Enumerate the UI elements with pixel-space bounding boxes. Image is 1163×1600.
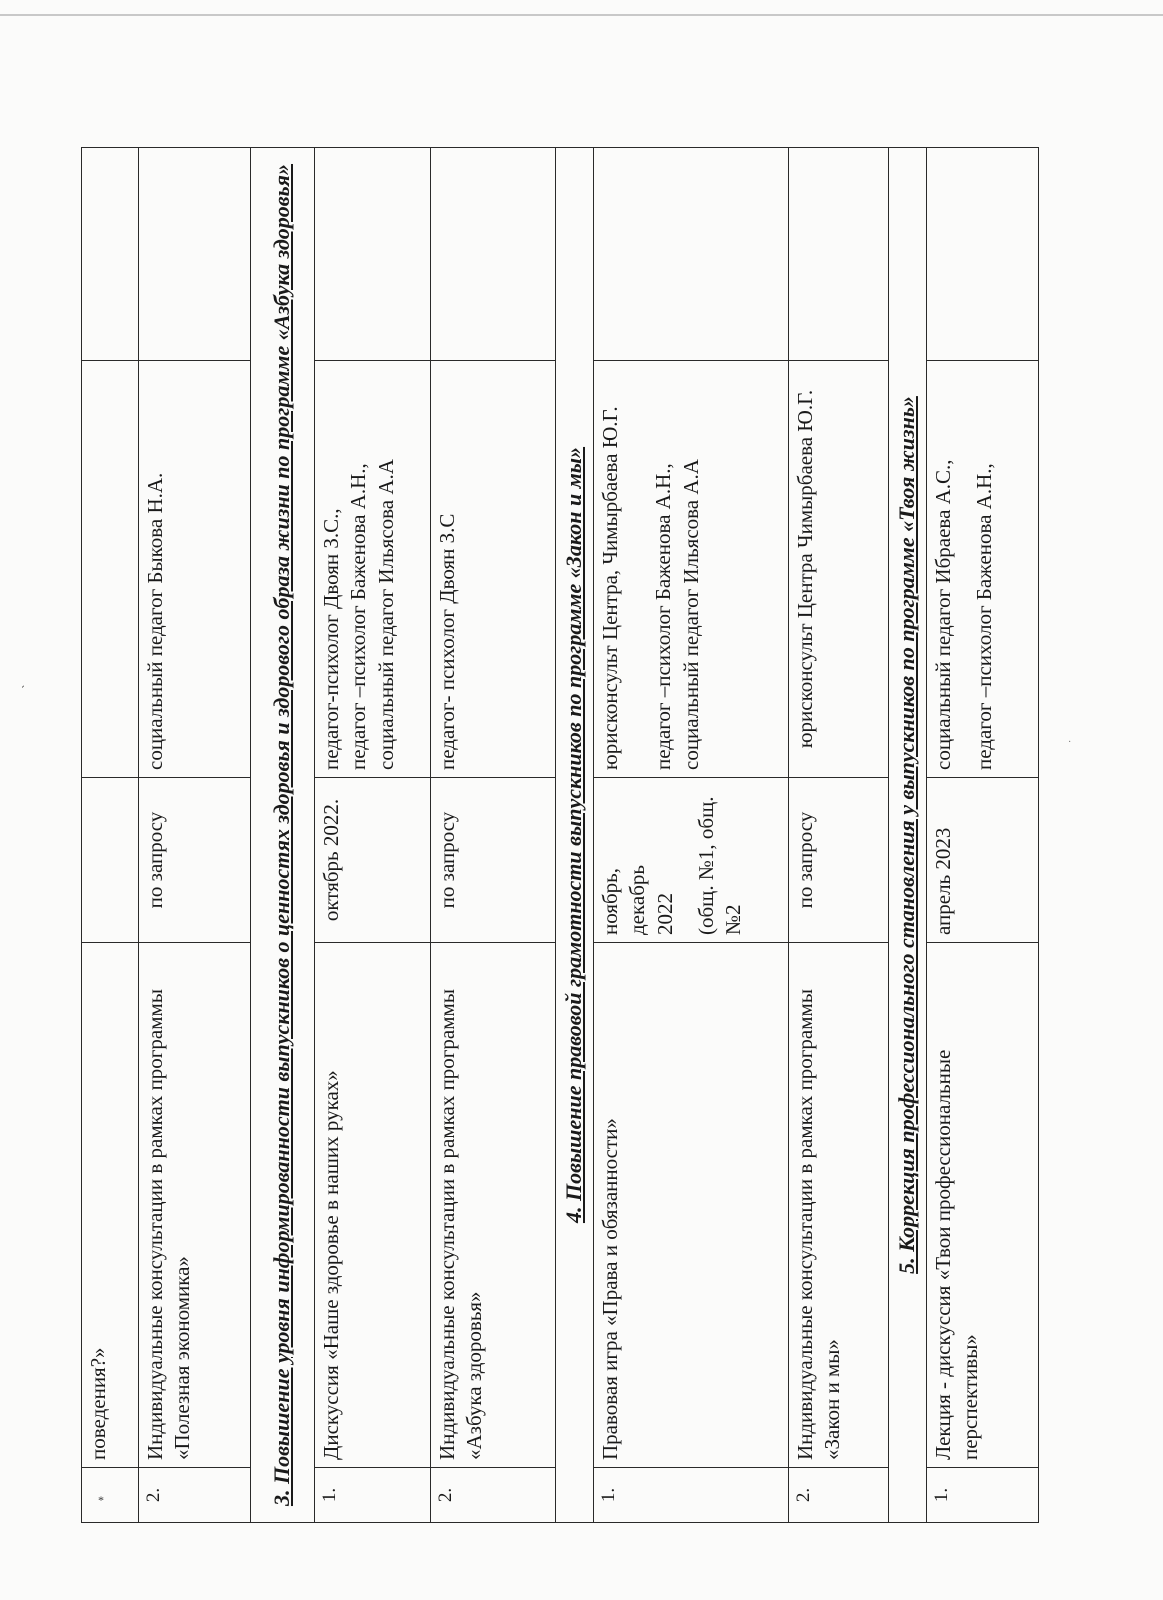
date-note: (общ. №1, общ.№2 — [693, 796, 746, 935]
table-row — [594, 148, 789, 1523]
responsible-cell: социальный педагог Быкова Н.А. — [139, 361, 251, 778]
responsible-line: социальный педагог Ильясова А.А — [678, 459, 703, 770]
activity-cell: Индивидуальные консультации в рамках программы «Закон и мы» — [789, 943, 889, 1468]
table-row — [139, 148, 251, 1523]
date-cell: по запросу — [431, 778, 556, 943]
responsible-line: социальный педагог Ильясова А.А — [373, 459, 398, 770]
section-title: 5. Коррекция профессионального становления у выпускников по программе «Твоя жизнь» — [889, 148, 927, 1523]
section-header — [556, 148, 594, 1523]
note-cell — [315, 148, 431, 361]
plan-table — [81, 147, 1039, 1523]
activity-cell: Правовая игра «Права и обязанности» — [594, 943, 789, 1468]
note-cell — [789, 148, 889, 361]
section-title: 4. Повышение правовой грамотности выпускников по программе «Закон и мы» — [556, 148, 594, 1523]
table-row — [927, 148, 1039, 1523]
row-number: 1. — [927, 1468, 1039, 1523]
section-title: 3. Повышение уровня информированности выпускников о ценностях здоровья и здорового образа жизни по программе «Азбука здоровья» — [251, 148, 315, 1523]
scan-mark: * — [98, 1493, 104, 1507]
note-cell — [927, 148, 1039, 361]
table-row — [431, 148, 556, 1523]
scan-mark: ˈ — [13, 683, 27, 698]
rotated-page — [81, 148, 1038, 1523]
responsible-line: педагог –психолог Баженова А.Н., — [972, 463, 997, 770]
responsible-cell: юрисконсульт Центра Чимырбаева Ю.Г. — [789, 361, 889, 778]
responsible-line: педагог-психолог Двоян З.С., — [319, 508, 343, 770]
activity-cell: Дискуссия «Наше здоровье в наших руках» — [315, 943, 431, 1468]
date-cell: по запросу — [789, 778, 889, 943]
scan-top-line — [0, 14, 1163, 16]
activity-cell: Индивидуальные консультации в рамках программы «Полезная экономика» — [139, 943, 251, 1468]
activity-cell: Лекция - дискуссия «Твои профессиональные перспективы» — [927, 943, 1039, 1468]
scan-mark: · — [1068, 737, 1072, 748]
row-number: 2. — [789, 1468, 889, 1523]
note-cell — [431, 148, 556, 361]
responsible-line: юрисконсульт Центра, Чимырбаева Ю.Г. — [598, 406, 622, 770]
responsible-line: педагог –психолог Баженова А.Н., — [346, 463, 371, 770]
responsible-cell — [594, 361, 789, 778]
date-line: декабрь — [625, 865, 650, 935]
date-cell — [594, 778, 789, 943]
section-header — [889, 148, 927, 1523]
responsible-line: социальный педагог Ибраева А.С., — [931, 459, 955, 770]
responsible-cell — [82, 361, 139, 778]
date-cell: октябрь 2022. — [315, 778, 431, 943]
responsible-line: педагог –психолог Баженова А.Н., — [651, 463, 676, 770]
responsible-cell: педагог- психолог Двоян З.С — [431, 361, 556, 778]
note-cell — [139, 148, 251, 361]
note-cell — [82, 148, 139, 361]
responsible-cell — [927, 361, 1039, 778]
row-number: 2. — [431, 1468, 556, 1523]
activity-cell: поведения?» — [82, 943, 139, 1468]
table-row — [82, 148, 139, 1523]
row-number: 1. — [315, 1468, 431, 1523]
date-cell — [82, 778, 139, 943]
date-cell: по запросу — [139, 778, 251, 943]
note-cell — [594, 148, 789, 361]
activity-cell: Индивидуальные консультации в рамках программы «Азбука здоровья» — [431, 943, 556, 1468]
row-number-cell — [82, 1468, 139, 1523]
table-row — [789, 148, 889, 1523]
date-line: 2022 — [652, 893, 677, 935]
row-number: 2. — [139, 1468, 251, 1523]
section-header — [251, 148, 315, 1523]
responsible-cell — [315, 361, 431, 778]
date-cell: апрель 2023 — [927, 778, 1039, 943]
table-row — [315, 148, 431, 1523]
row-number: 1. — [594, 1468, 789, 1523]
date-line: ноябрь, — [598, 867, 622, 935]
